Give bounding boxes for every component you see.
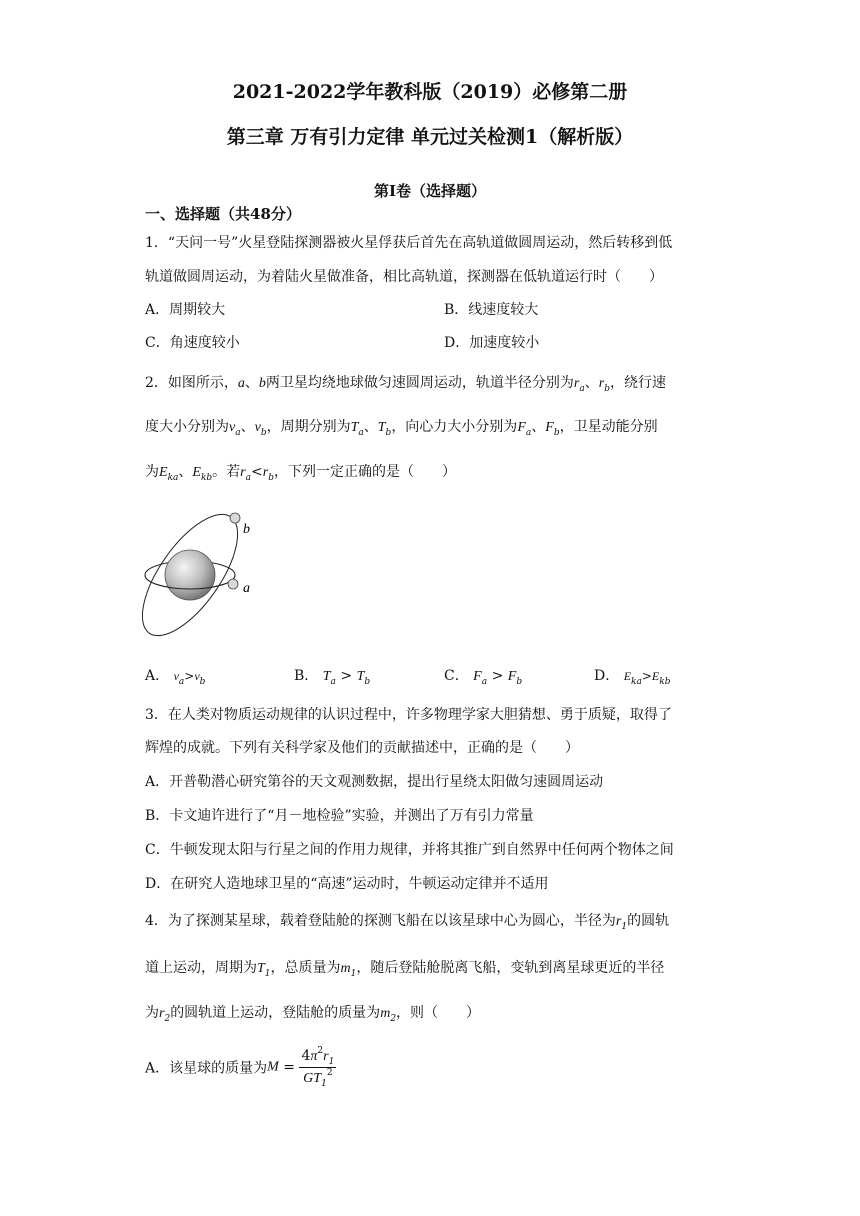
q3-stem-line1: 3．在人类对物质运动规律的认识过程中，许多物理学家大胆猜想、勇于质疑，取得了 [145, 707, 672, 723]
q2-stem-line2: 度大小分别为$v_a$、$v_b$，周期分别为$T_a$、$T_b$，向心力大小分别为$F_a$、$F_b$，卫星动能分别 [145, 419, 658, 438]
volume-heading: 第Ⅰ卷（选择题） [373, 182, 487, 200]
label-b: b [243, 522, 250, 537]
q1-stem-line2: 轨道做圆周运动，为着陆火星做准备，相比高轨道，探测器在低轨道运行时（ ） [145, 269, 663, 285]
earth-sphere [165, 550, 215, 600]
q1-option-a: A．周期较大 [145, 302, 226, 318]
q4-stem-line3: 为$r_2$的圆轨道上运动，登陆舱的质量为$m_2$，则（ ） [145, 1005, 481, 1024]
q2-stem-line3: 为$E_{ka}$、$E_{kb}$。若$r_a<r_b$，下列一定正确的是（ ） [145, 464, 456, 483]
q4-option-a: A．该星球的质量为M = $\frac{4\pi^2r_1}{GT_1^2}$ [145, 1046, 335, 1089]
fraction-denominator: $GT_1^2$ [303, 1068, 333, 1089]
q2-option-c: C． $F_a > F_b$ [444, 668, 523, 687]
q4-stem-line1: 4．为了探测某星球，载着登陆舱的探测飞船在以该星球中心为圆心，半径为$r_1$的圆轨 [145, 913, 670, 932]
q3-option-b: B．卡文迪许进行了“月－地检验”实验，并测出了万有引力常量 [145, 808, 534, 824]
q1-option-b: B．线速度较大 [444, 302, 539, 318]
label-a: a [243, 581, 250, 596]
q3-option-a: A．开普勒潜心研究第谷的天文观测数据，提出行星绕太阳做匀速圆周运动 [145, 774, 604, 790]
orbit-figure [140, 505, 270, 645]
fraction-numerator: $4\pi^2r_1$ [301, 1046, 335, 1067]
q1-option-c: C．角速度较小 [145, 335, 240, 351]
q1-stem-line1: 1．“天问一号”火星登陆探测器被火星俘获后首先在高轨道做圆周运动，然后转移到低 [145, 235, 673, 251]
q2-option-a: A． $v_a>v_b$ [145, 668, 206, 687]
q4-stem-line2: 道上运动，周期为$T_1$，总质量为$m_1$，随后登陆舱脱离飞船，变轨到离星球更近的半径 [145, 960, 665, 979]
section-heading: 一、选择题（共48分） [145, 205, 301, 223]
satellite-b [230, 513, 240, 523]
q3-stem-line2: 辉煌的成就。下列有关科学家及他们的贡献描述中，正确的是（ ） [145, 740, 579, 756]
q2-option-b: B． $T_a > T_b$ [294, 668, 371, 687]
document-title-line2: 第三章 万有引力定律 单元过关检测1（解析版） [226, 126, 634, 148]
document-title-line1: 2021-2022学年教科版（2019）必修第二册 [232, 81, 628, 103]
q2-stem-line1: 2．如图所示，a、b两卫星均绕地球做匀速圆周运动，轨道半径分别为$r_a$、$r_b$，绕行速 [145, 375, 666, 394]
mass-formula-fraction [299, 1046, 336, 1089]
q3-option-d: D．在研究人造地球卫星的“高速”运动时，牛顿运动定律并不适用 [145, 876, 549, 892]
satellite-a [228, 579, 238, 589]
q3-option-c: C．牛顿发现太阳与行星之间的作用力规律，并将其推广到自然界中任何两个物体之间 [145, 842, 674, 858]
q2-option-d: D． $E_{ka}>E_{kb}$ [594, 668, 671, 687]
q1-option-d: D．加速度较小 [444, 335, 540, 351]
